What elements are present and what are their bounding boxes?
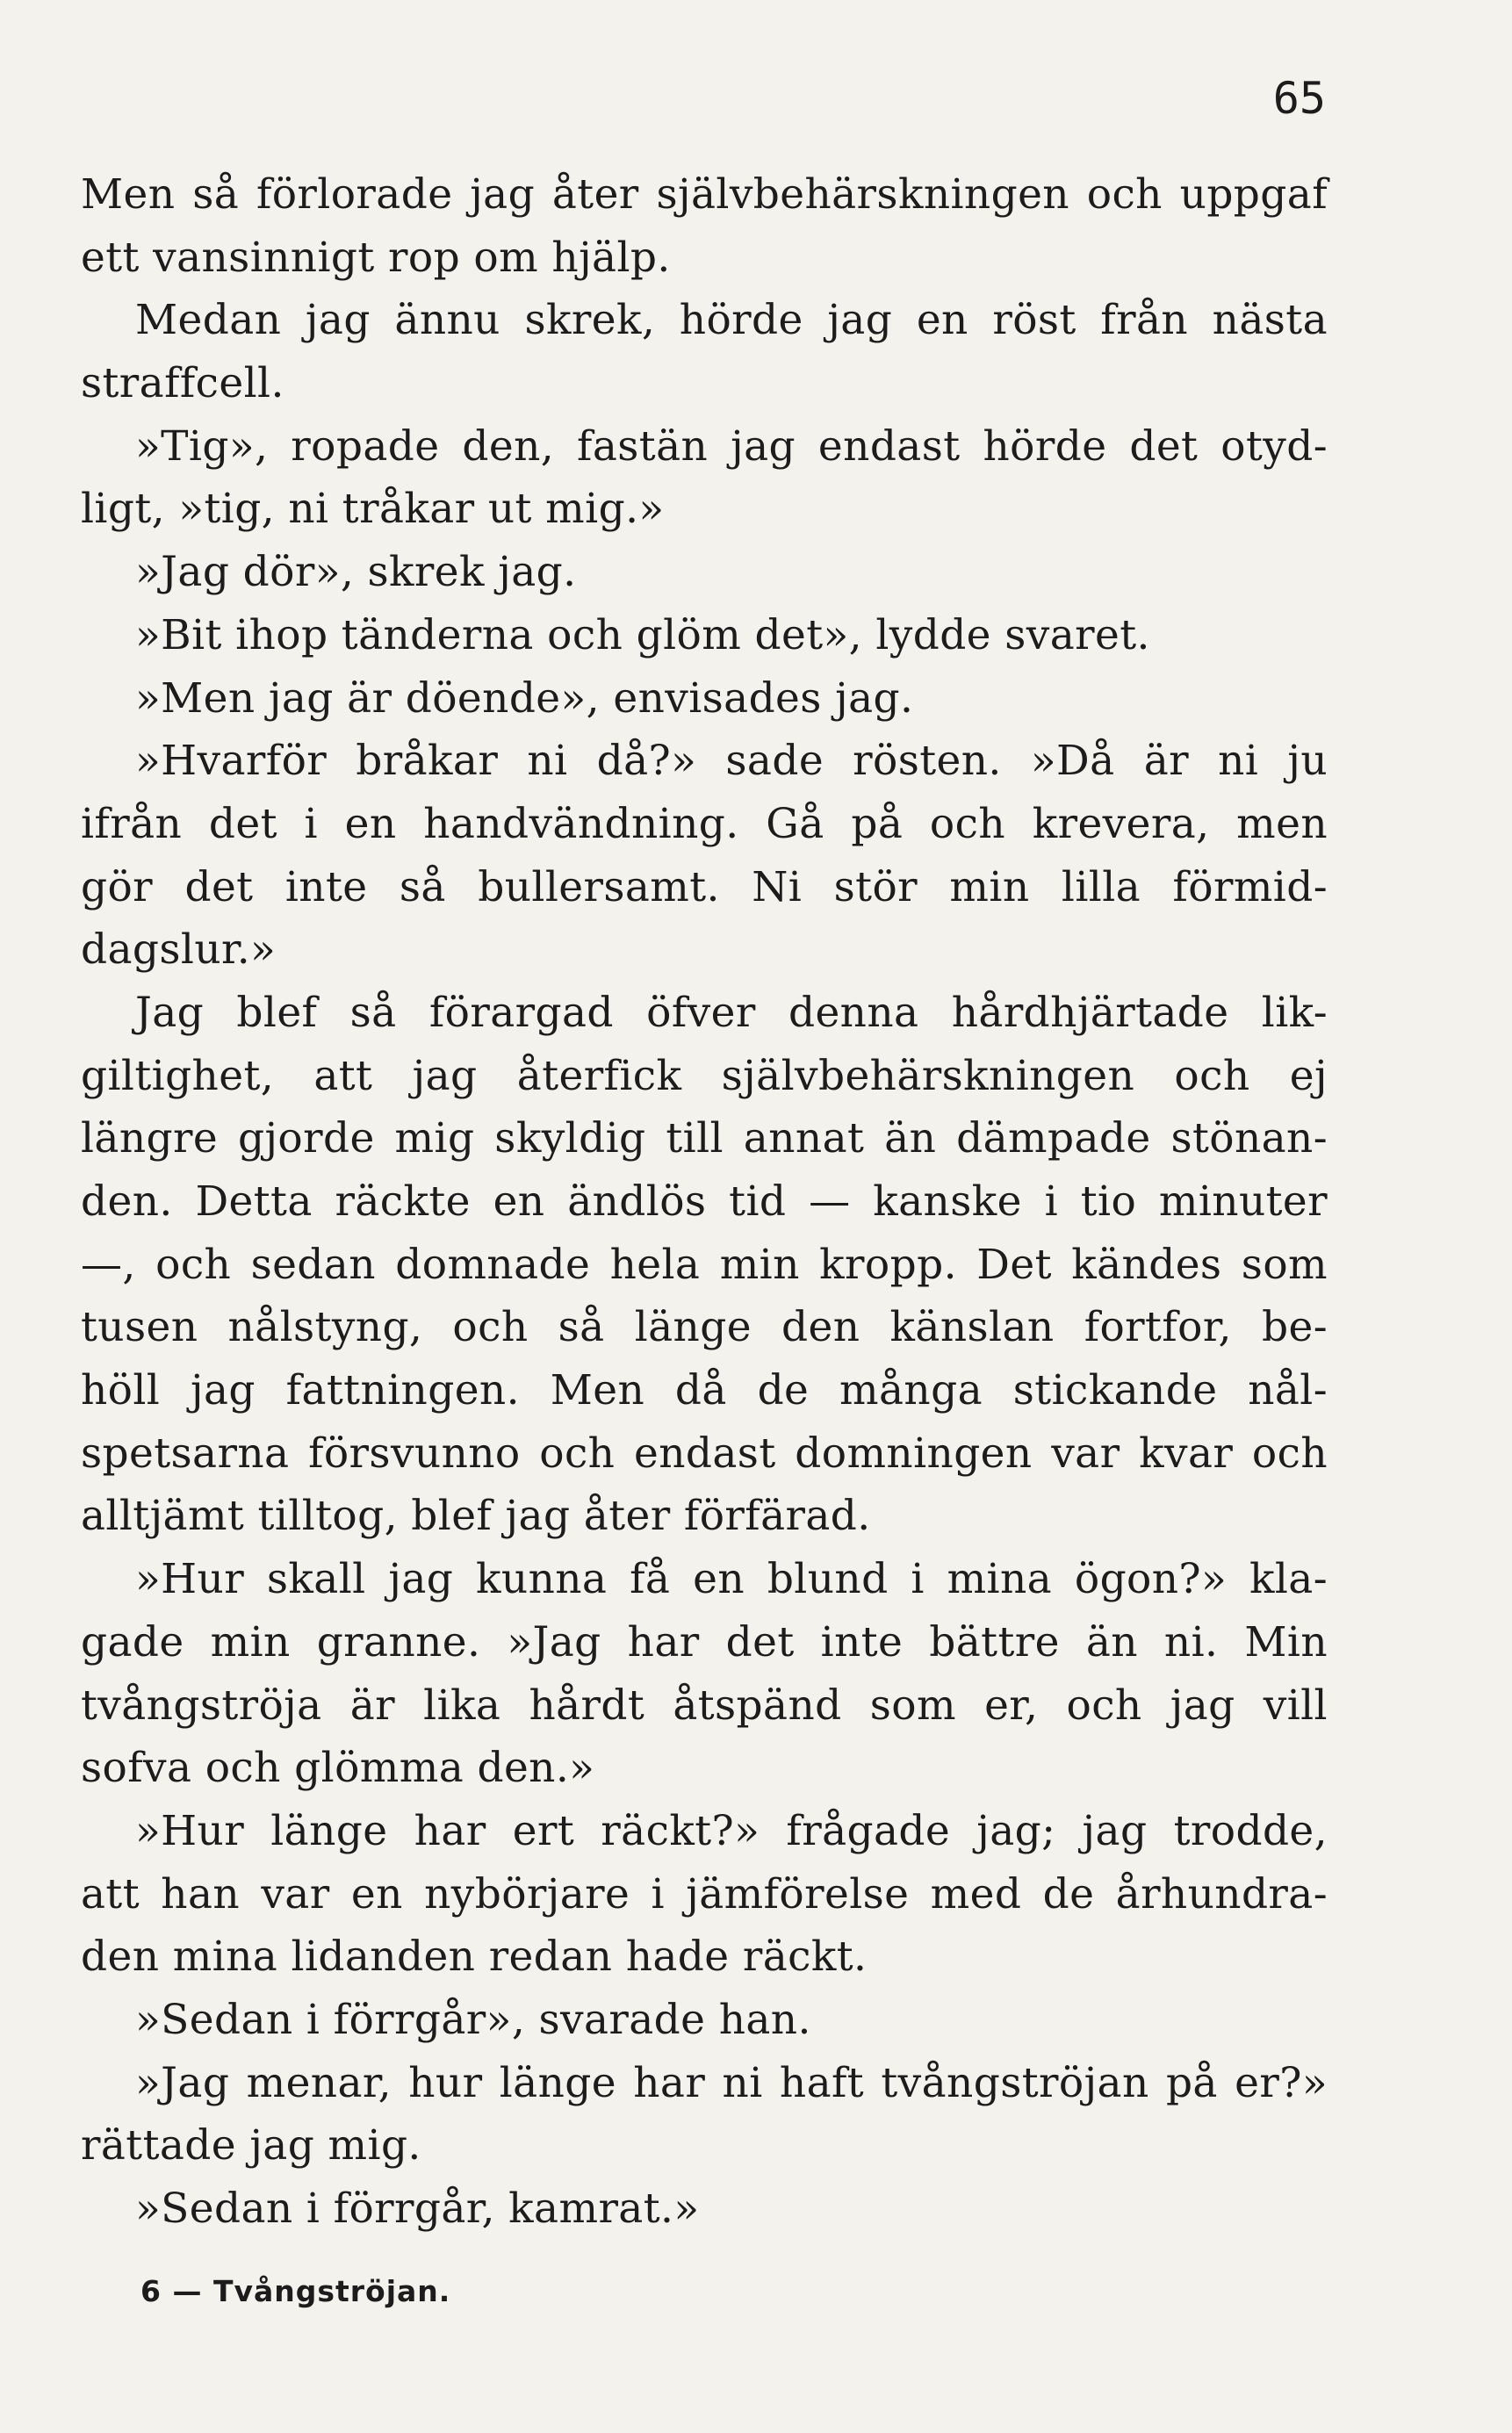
text-line: Jag blef så förargad öfver denna hårdhjärtade lik- [135, 988, 1328, 1037]
text-line: rättade jag mig. [81, 2121, 421, 2170]
text-line: den. Detta räckte en ändlös tid — kanske i tio minuter [81, 1177, 1328, 1226]
text-line: ifrån det i en handvändning. Gå på och krevera, men [81, 799, 1328, 848]
text-line: »Jag dör», skrek jag. [135, 548, 577, 597]
text-line: Medan jag ännu skrek, hörde jag en röst från nästa [135, 296, 1328, 345]
text-line: att han var en nybörjare i jämförelse med de århundra- [81, 1869, 1328, 1918]
text-line: »Men jag är döende», envisades jag. [135, 673, 914, 723]
text-line: gör det inte så bullersamt. Ni stör min lilla förmid- [81, 862, 1328, 911]
text-line: spetsarna försvunno och endast domningen var kvar och [81, 1429, 1328, 1478]
text-line: giltighet, att jag återfick självbehärskningen och ej [81, 1051, 1328, 1100]
text-line: sofva och glömma den.» [81, 1744, 595, 1793]
text-line: straffcell. [81, 359, 284, 408]
text-line: ligt, »tig, ni tråkar ut mig.» [81, 485, 665, 534]
text-line: »Sedan i förrgår», svarade han. [135, 1995, 811, 2044]
text-line: Men så förlorade jag åter självbehärskningen och uppgaf [81, 170, 1328, 219]
text-line: alltjämt tilltog, blef jag åter förfärad. [81, 1492, 871, 1541]
text-line: »Sedan i förrgår, kamrat.» [135, 2185, 700, 2233]
text-line: dagslur.» [81, 925, 277, 975]
page-number: 65 [1272, 73, 1326, 124]
text-line: gade min granne. »Jag har det inte bättre än ni. Min [81, 1617, 1328, 1666]
text-line: tvångströja är lika hårdt åtspänd som er, och jag vill [81, 1681, 1328, 1730]
signature-mark: 6 — Tvångströjan. [140, 2274, 451, 2308]
text-line: —, och sedan domnade hela min kropp. Det kändes som [81, 1240, 1328, 1289]
text-line: höll jag fattningen. Men då de många stickande nål- [81, 1366, 1328, 1415]
text-line: »Tig», ropade den, fastän jag endast hörde det otyd- [135, 421, 1328, 471]
text-line: den mina lidanden redan hade räckt. [81, 1933, 868, 1982]
text-line: längre gjorde mig skyldig till annat än dämpade stönan- [81, 1114, 1328, 1163]
text-line: »Hur skall jag kunna få en blund i mina ögon?» kla- [135, 1555, 1328, 1604]
text-line: »Hur länge har ert räckt?» frågade jag; jag trodde, [135, 1806, 1328, 1855]
text-line: »Hvarför bråkar ni då?» sade rösten. »Då är ni ju [135, 737, 1328, 786]
text-line: »Bit ihop tänderna och glöm det», lydde svaret. [135, 610, 1150, 659]
text-line: ett vansinnigt rop om hjälp. [81, 233, 671, 282]
text-line: tusen nålstyng, och så länge den känslan fortfor, be- [81, 1303, 1328, 1352]
body-text [81, 163, 1328, 2241]
text-line: »Jag menar, hur länge har ni haft tvångströjan på er?» [135, 2058, 1328, 2107]
